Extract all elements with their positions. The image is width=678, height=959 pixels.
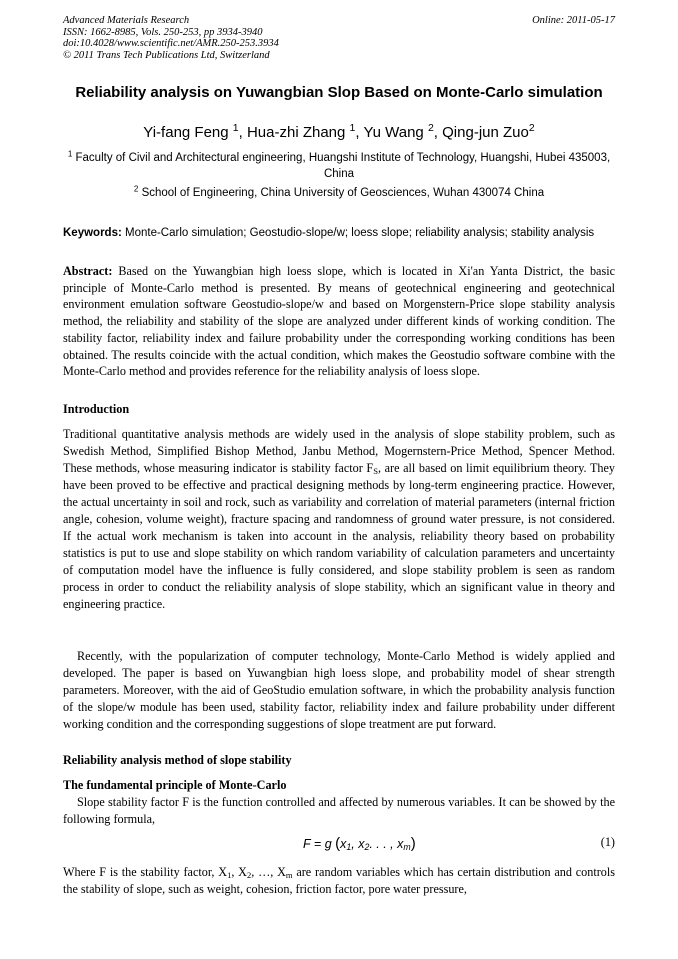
- equation-formula: F = g ($x_1$, $x_2$. . . , $x_m$): [303, 835, 416, 853]
- paragraph-text: are random variables which has certain distribution and controls the stability of slope, such as weight, cohesion, friction factor, pore water pressure,: [63, 865, 615, 896]
- section-heading-reliability: Reliability analysis method of slope stability: [63, 753, 292, 767]
- author-affiliation-mark: 2: [427, 122, 434, 135]
- eq-paren-open: (: [335, 835, 341, 852]
- subscript: S: [373, 466, 378, 477]
- eq-var: x: [340, 837, 347, 851]
- eq-var: x: [358, 837, 365, 851]
- abstract: [63, 263, 615, 380]
- paragraph: [63, 864, 615, 898]
- affiliation-2: [63, 185, 615, 201]
- author-name: Hua-zhi Zhang: [246, 124, 346, 141]
- eq-sign: =: [313, 837, 322, 851]
- author-affiliation-mark: 1: [232, 122, 239, 135]
- paragraph-text: , …, X: [251, 865, 286, 879]
- author-affiliation-mark: 2: [528, 122, 535, 135]
- paragraph: Slope stability factor F is the function controlled and affected by numerous variables. It can be showed by the following formula,: [63, 795, 615, 826]
- eq-var: x: [397, 837, 404, 851]
- author-name: Yi-fang Feng: [143, 124, 229, 141]
- paper-title: Reliability analysis on Yuwangbian Slop Based on Monte-Carlo simulation: [75, 84, 603, 101]
- copyright-line: © 2011 Trans Tech Publications Ltd, Switzerland: [63, 49, 270, 61]
- author-list: Yi-fang Feng $^1$, Hua-zhi Zhang $^1$, Yu Wang $^2$, Qing-jun Zuo$^2$: [143, 122, 535, 141]
- subscript: m: [285, 870, 293, 881]
- abstract-text: Based on the Yuwangbian high loess slope, which is located in Xi'an Yanta District, the basic principle of Monte-Carlo method is presented. By means of geotechnical engineering and geotechnical environment emulation software Geostudio-slope/w and based on Morgenstern-Price slope stability analysis method, the reliability and stability of the slope are analyzed under different kinds of working condition. The stability factor, reliability index and failure probability under the corresponding working conditions has been obtained. The results coincide with the actual condition, which makes the Geostudio software combine with the Monte-Carlo method and provides reference for the reliability analysis of loess slope.: [63, 264, 615, 379]
- author-name: Qing-jun Zuo: [442, 124, 529, 141]
- section-heading-introduction: Introduction: [63, 402, 130, 416]
- eq-sub: 1: [346, 842, 352, 853]
- online-date: Online: 2011-05-17: [532, 15, 615, 26]
- affiliation-number: 1: [67, 149, 73, 159]
- eq-sub: 2: [364, 842, 370, 853]
- keywords-label: Keywords:: [63, 227, 122, 239]
- issn-line: ISSN: 1662-8985, Vols. 250-253, pp 3934-3940: [63, 26, 263, 38]
- eq-function: g: [324, 837, 332, 851]
- eq-dots: . . . ,: [369, 837, 394, 851]
- author-affiliation-mark: 1: [349, 122, 356, 135]
- author-name: Yu Wang: [363, 124, 424, 141]
- equation-number: (1): [600, 835, 615, 849]
- journal-name: Advanced Materials Research: [63, 15, 190, 26]
- journal-header: [63, 15, 615, 61]
- paragraph-text: Where F is the stability factor, X: [63, 865, 228, 879]
- paragraph-text: , are all based on limit equilibrium theory. They have been proved to be effective and practical designing methods by long-term engineering practice. However, the actual uncertainty in soil and rock, such as variability and correlation of material parameters (internal friction angle, cohesion, volume weight), fracture spacing and randomness of ground water pressure, is not considered. If the actual work mechanism is taken into account in the analysis, reliability theory based on probability statistics is put to use and slope stability on which random variability of calculation parameters and uncertainty of computation model have the influence is fully considered, and slope stability problem is seen as random process in order to conduct the reliability analysis of slope stability, which an significant value in theory and engineering practice.: [63, 461, 615, 611]
- eq-lhs: F: [303, 837, 311, 851]
- eq-paren-close: ): [410, 835, 416, 852]
- paragraph-text: , X: [231, 865, 247, 879]
- equation-1: [63, 835, 615, 855]
- paragraph: [63, 426, 615, 613]
- subscript: 1: [227, 870, 232, 881]
- keywords: [63, 224, 615, 242]
- affiliation-text: School of Engineering, China University of Geosciences, Wuhan 430074 China: [141, 187, 545, 199]
- doi-line: doi:10.4028/www.scientific.net/AMR.250-253.3934: [63, 38, 279, 49]
- affiliation-number: 2: [133, 184, 139, 194]
- paragraph: Recently, with the popularization of computer technology, Monte-Carlo Method is widely applied and developed. The paper is based on Yuwangbian high loess slope, and probability model of shear strength parameters. Moreover, with the aid of GeoStudio emulation software, in which the probability analysis function of the slope/w module has been used, stability factor, reliability index and failure probability under different working condition and the corresponding suggestions of slope treatment are put forward.: [63, 649, 615, 731]
- keywords-text: Monte-Carlo simulation; Geostudio-slope/w; loess slope; reliability analysis; stability analysis: [125, 227, 595, 239]
- paragraph-text: Traditional quantitative analysis methods are widely used in the analysis of slope stability problem, such as Swedish Method, Simplified Bishop Method, Janbu Method, Mogernstern-Price Method, Spencer Method. These methods, whose measuring indicator is stability factor F: [63, 427, 615, 475]
- affiliation-text: Faculty of Civil and Architectural engineering, Huangshi Institute of Technology, Huangshi, Hubei 435003, China: [75, 152, 611, 180]
- eq-sub: m: [403, 842, 411, 853]
- abstract-label: Abstract:: [63, 264, 113, 278]
- subscript: 2: [246, 870, 252, 881]
- affiliation-1: [63, 150, 615, 182]
- subsection-heading-fundamental: The fundamental principle of Monte-Carlo: [63, 778, 287, 792]
